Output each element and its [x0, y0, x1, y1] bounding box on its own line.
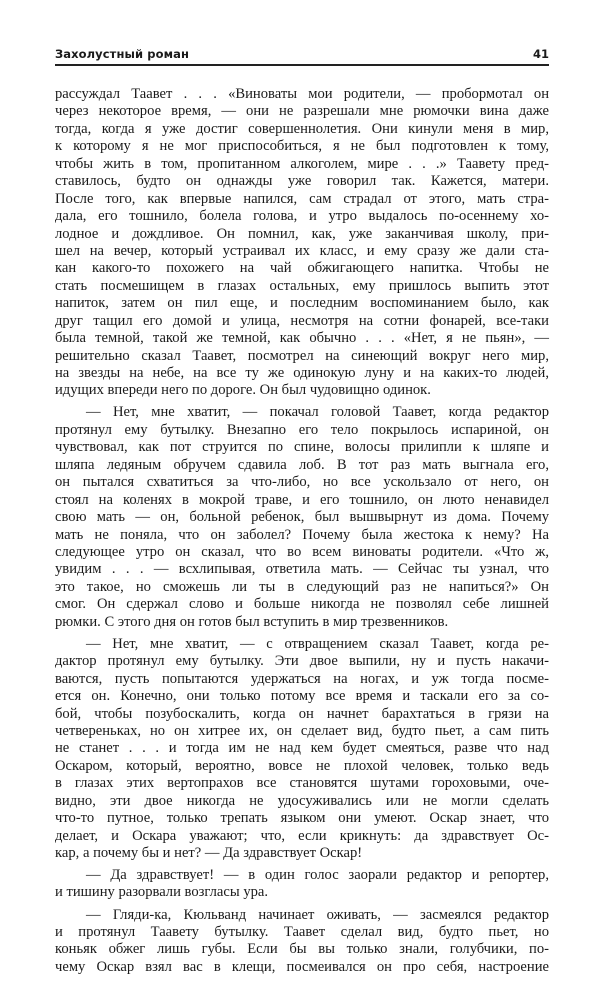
- text-line: ется он. Конечно, они только потому все время и таскали его за со-: [55, 688, 549, 705]
- text-line: решительно сказал Таавет, посмотрел на синеющий вокруг него мир,: [55, 347, 549, 364]
- text-line: что-то путное, только трепать языком они умеют. Оскар знает, что: [55, 810, 549, 827]
- text-line: чтобы жить в том, пропитанном алкоголем, мире . . .» Таавету пред-: [55, 155, 549, 172]
- text-line: лодное и дождливое. Он помнил, как, уже заканчивая школу, при-: [55, 225, 549, 242]
- text-line: шляпа ледяным обручем сдавила лоб. В тот раз мать выгнала его,: [55, 456, 549, 473]
- text-line: не станет . . . и тогда им не над кем будет смеяться, разве что над: [55, 740, 549, 757]
- text-line: и протянул Таавету бутылку. Таавет сделал вид, будто пьет, но: [55, 923, 549, 940]
- paragraph: [55, 404, 549, 631]
- text-line: кан какого-то похожего на чай обжигающего напитка. Чтобы не: [55, 260, 549, 277]
- text-line: бой, чтобы позубоскалить, когда он начнет барахтаться в грязи на: [55, 705, 549, 722]
- text-line: ставилось, будто он однажды уже говорил так. Кажется, матери.: [55, 173, 549, 190]
- paragraph: [55, 86, 549, 400]
- text-line: мать не поняла, что он заболел? Почему была жестока к нему? На: [55, 526, 549, 543]
- text-line: стоял на коленях в мокрой траве, и его тошнило, он люто ненавидел: [55, 491, 549, 508]
- page-number: 41: [532, 47, 549, 61]
- running-title: Захолустный роман: [55, 47, 189, 61]
- text-line: тогда, когда я уже достиг совершеннолетия. Они кинули меня в мир,: [55, 120, 549, 137]
- text-line: увидим . . . — всхлипывая, ответила мать. — Сейчас ты узнал, что: [55, 561, 549, 578]
- text-line: протянул ему бутылку. Внезапно его тело покрылось испариной, он: [55, 421, 549, 438]
- text-line: рюмки. С этого дня он готов был вступить в мир трезвенников.: [55, 613, 449, 630]
- text-line: — Нет, мне хватит, — с отвращением сказал Таавет, когда ре-: [86, 635, 549, 652]
- text-line: — Да здравствует! — в один голос заорали редактор и репортер,: [86, 867, 549, 884]
- text-line: была темной, такой же темной, как обычно . . . «Нет, я не пьян», —: [55, 330, 549, 347]
- text-line: ваются, пусть попытаются удержаться на ногах, и уж тогда посме-: [55, 670, 549, 687]
- paragraph: [55, 867, 549, 902]
- text-line: и тишину разорвали возгласы ура.: [55, 884, 269, 901]
- text-line: смог. Он сдержал слово и больше никогда не позволял себе лишней: [55, 596, 549, 613]
- text-line: делает, и Оскара уважают; что, если крикнуть: да здравствует Ос-: [55, 827, 549, 844]
- text-line: в глазах этих вертопрахов все становятся шутами гороховыми, оче-: [55, 775, 549, 792]
- text-line: Оскаром, который, вероятно, вовсе не плохой человек, только ведь: [55, 757, 549, 774]
- text-line: кар, а почему бы и нет? — Да здравствует Оскар!: [55, 845, 363, 861]
- running-header: [55, 44, 549, 66]
- text-line: коньяк обжег лишь губы. Если бы вы только знали, голубчики, по-: [55, 941, 549, 958]
- text-line: чувствовал, как пот струится по спине, волосы прилипли к шляпе и: [55, 439, 549, 456]
- paragraph: [55, 907, 549, 977]
- text-line: свою мать — он, больной ребенок, был вышвырнут из дома. Почему: [55, 509, 549, 526]
- text-line: — Нет, мне хватит, — покачал головой Таавет, когда редактор: [86, 404, 549, 421]
- text-line: друг тащил его домой и улица, несмотря на сотни фонарей, все-таки: [55, 312, 549, 329]
- text-line: идущих впереди него по дороге. Он был чудовищно одинок.: [55, 382, 431, 399]
- paragraph: [55, 636, 549, 863]
- text-line: он пытался схватиться за что-либо, но все ускользало от него, он: [55, 474, 549, 491]
- text-line: это такое, но сможешь ли ты в следующий раз не напиться?» Он: [55, 578, 549, 595]
- text-line: рассуждал Таавет . . . «Виноваты мои родители, — пробормотал он: [55, 86, 549, 102]
- text-line: стать посмешищем в глазах остальных, ему пришлось выпить этот: [55, 277, 549, 294]
- text-line: к которому я не мог приспособиться, я не был подготовлен к тому,: [55, 138, 549, 155]
- text-line: следующее утро он сказал, что во всем виноваты родители. «Что ж,: [55, 543, 549, 560]
- body-text: [55, 86, 549, 981]
- text-line: видно, эти двое никогда не удосуживались или не могли сделать: [55, 792, 549, 809]
- text-line: дала, его тошнило, болела голова, и утро выдалось по-осеннему хо-: [55, 208, 549, 225]
- text-line: четвереньках, но он хитрее их, он сделает вид, будто пьет, а сам пить: [55, 722, 549, 739]
- text-line: — Гляди-ка, Кюльванд начинает оживать, — засмеялся редактор: [86, 906, 549, 923]
- text-line: на звезды на небе, на все ту же одинокую луну и на каких-то людей,: [55, 365, 549, 381]
- text-line: напиток, затем он пил еще, и последним воспоминанием было, как: [55, 295, 549, 312]
- text-line: через некоторое время, — они не разрешали мне рюмочки вина даже: [55, 103, 549, 120]
- text-line: чему Оскар взял вас в клещи, посмеивался он про себя, настроение: [55, 958, 549, 975]
- text-line: шел на вечер, который устраивал их класс, и ему сразу же дали ста-: [55, 242, 549, 259]
- text-line: дактор протянул ему бутылку. Эти двое выпили, ну и пусть накачи-: [55, 653, 549, 670]
- text-line: После того, как впервые напился, сам страдал от этого, мать стра-: [55, 190, 549, 207]
